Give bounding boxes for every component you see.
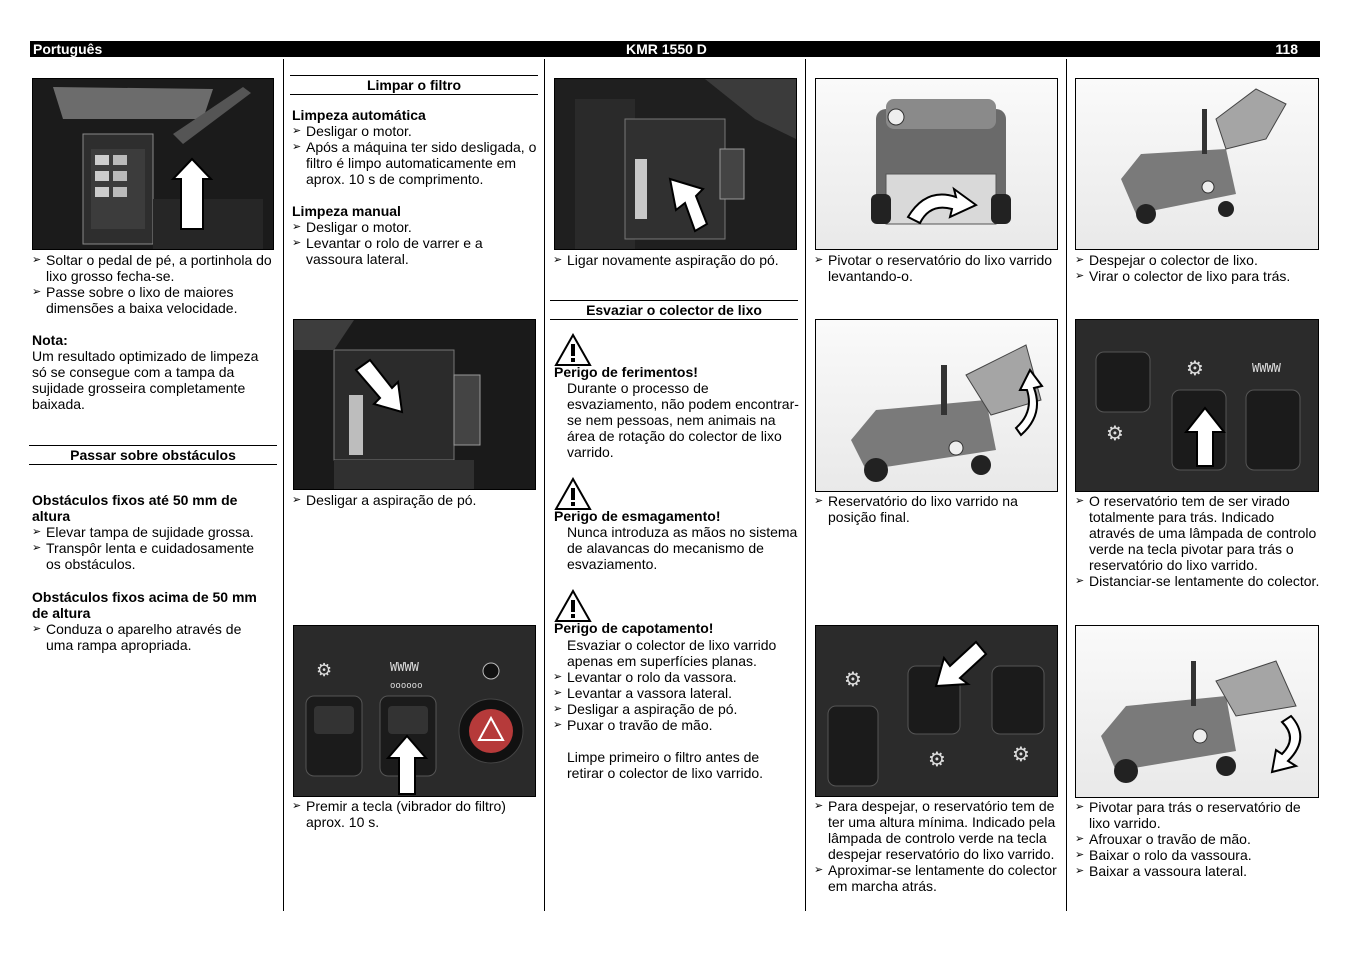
list-item: ➢ Passe sobre o lixo de maiores dimensões a baixa velocidade. [32, 284, 272, 316]
photo-pivot-back-key [1075, 319, 1319, 492]
list-item: ➢ Distanciar-se lentamente do colector. [1075, 573, 1321, 589]
instruction-list [553, 669, 799, 733]
instruction-list [1075, 252, 1321, 284]
list-item: ➢ Aproximar-se lentamente do colector em marcha atrás. [814, 862, 1060, 894]
warning-triangle-icon [554, 477, 592, 511]
list-item: ➢ Desligar a aspiração de pó. [553, 701, 799, 717]
warning-triangle-icon [554, 333, 592, 367]
list-item: ➢ Virar o colector de lixo para trás. [1075, 268, 1321, 284]
list-item: ➢ Baixar o rolo da vassoura. [1075, 847, 1321, 863]
list-item: ➢ Puxar o travão de mão. [553, 717, 799, 733]
svg-text:⚙: ⚙ [1106, 421, 1124, 445]
instruction-list [292, 798, 538, 830]
list-item: ➢ Após a máquina ter sido desligada, o filtro é limpo automaticamente em aprox. 10 s de comprimento. [292, 139, 538, 187]
list-item: ➢ Levantar o rolo de varrer e a vassoura lateral. [292, 235, 538, 267]
svg-text:⚙: ⚙ [928, 747, 946, 771]
list-item: ➢ Premir a tecla (vibrador do filtro) aprox. 10 s. [292, 798, 538, 830]
note-title: Nota: [32, 332, 68, 348]
page-number: 118 [1275, 41, 1298, 57]
photo-foot-pedal [32, 78, 274, 250]
arrow-icon [294, 626, 535, 796]
note-text: Um resultado optimizado de limpeza só se consegue com a tampa da sujidade grosseira completamente baixada. [32, 348, 259, 412]
photo-hopper-final-position [815, 319, 1058, 492]
instruction-list [814, 798, 1060, 894]
arrow-icon [33, 79, 273, 249]
svg-text:WWWW: WWWW [390, 660, 419, 674]
list-item: ➢ Baixar a vassoura lateral. [1075, 863, 1321, 879]
arrow-icon [816, 626, 1057, 796]
subsection-title: Obstáculos fixos até 50 mm de altura [32, 492, 238, 524]
photo-dust-switch-off [293, 319, 536, 490]
warning-text: Esvaziar o colector de lixo varrido apenas em superfícies planas. [567, 637, 777, 669]
language-label: Português [33, 41, 103, 57]
svg-text:⚙: ⚙ [1012, 742, 1030, 766]
svg-text:WWWW: WWWW [1252, 361, 1281, 375]
instruction-list [814, 493, 1060, 525]
instruction-list [32, 524, 272, 572]
instruction-list [1075, 493, 1321, 589]
warning-title: Perigo de capotamento! [554, 620, 714, 636]
instruction-list [32, 252, 272, 316]
warning-text: Nunca introduza as mãos no sistema de alavancas do mecanismo de esvaziamento. [567, 524, 798, 572]
arrow-icon [1076, 626, 1318, 797]
photo-hopper-dump [1075, 78, 1319, 250]
subsection-title: Obstáculos fixos acima de 50 mm de altura [32, 589, 257, 621]
list-item: ➢ Elevar tampa de sujidade grossa. [32, 524, 272, 540]
arrow-icon [555, 79, 796, 249]
column-divider [544, 59, 545, 911]
arrow-icon [816, 79, 1057, 249]
instruction-list [292, 123, 538, 187]
instruction-list [292, 219, 538, 267]
photo-hopper-pivot [815, 78, 1058, 250]
arrow-icon [294, 320, 535, 489]
svg-text:oooooo: oooooo [390, 681, 423, 691]
list-item: ➢ Transpôr lenta e cuidadosamente os obstáculos. [32, 540, 272, 572]
photo-hopper-pivot-back [1075, 625, 1319, 798]
warning-text: Durante o processo de esvaziamento, não podem encontrar-se nem pessoas, nem animais na área de rotação do colector de lixo varrido. [567, 380, 799, 460]
list-item: ➢ Afrouxar o travão de mão. [1075, 831, 1321, 847]
instruction-list [814, 252, 1060, 284]
list-item: ➢ Desligar a aspiração de pó. [292, 492, 538, 508]
svg-text:⚙: ⚙ [1186, 356, 1204, 380]
photo-empty-hopper-key [815, 625, 1058, 797]
section-title: Esvaziar o colector de lixo [550, 300, 798, 320]
warning-triangle-icon [554, 589, 592, 623]
header-bar [30, 41, 1320, 57]
model-label: KMR 1550 D [626, 41, 707, 57]
column-divider [1066, 59, 1067, 911]
section-title: Limpar o filtro [290, 75, 538, 95]
subsection-title: Limpeza manual [292, 203, 401, 219]
column-divider [805, 59, 806, 911]
svg-text:⚙: ⚙ [844, 667, 862, 691]
section-title: Passar sobre obstáculos [29, 445, 277, 465]
list-item: ➢ Levantar o rolo da vassora. [553, 669, 799, 685]
arrow-icon [1076, 320, 1318, 491]
list-item: ➢ Conduza o aparelho através de uma rampa apropriada. [32, 621, 272, 653]
photo-filter-vibrator-key [293, 625, 536, 797]
filter-note: Limpe primeiro o filtro antes de retirar o colector de lixo varrido. [567, 749, 764, 781]
list-item: ➢ Pivotar o reservatório do lixo varrido levantando-o. [814, 252, 1060, 284]
instruction-list [32, 621, 272, 653]
instruction-list [292, 492, 538, 508]
subsection-title: Limpeza automática [292, 107, 426, 123]
list-item: ➢ O reservatório tem de ser virado totalmente para trás. Indicado através de uma lâmpada de controlo verde na tecla pivotar para trás o reservatório do lixo varrido. [1075, 493, 1321, 573]
column-divider [283, 59, 284, 911]
warning-title: Perigo de ferimentos! [554, 364, 698, 380]
list-item: ➢ Ligar novamente aspiração do pó. [553, 252, 799, 268]
arrow-icon [816, 320, 1057, 491]
list-item: ➢ Reservatório do lixo varrido na posição final. [814, 493, 1060, 525]
list-item: ➢ Desligar o motor. [292, 219, 538, 235]
svg-text:⚙: ⚙ [316, 660, 333, 681]
list-item: ➢ Pivotar para trás o reservatório de lixo varrido. [1075, 799, 1321, 831]
list-item: ➢ Desligar o motor. [292, 123, 538, 139]
instruction-list [1075, 799, 1321, 879]
warning-title: Perigo de esmagamento! [554, 508, 721, 524]
list-item: ➢ Despejar o colector de lixo. [1075, 252, 1321, 268]
list-item: ➢ Para despejar, o reservatório tem de ter uma altura mínima. Indicado pela lâmpada de controlo verde na tecla despejar reservatório do lixo varrido. [814, 798, 1060, 862]
list-item: ➢ Levantar a vassora lateral. [553, 685, 799, 701]
photo-dust-switch-on [554, 78, 797, 250]
list-item: ➢ Soltar o pedal de pé, a portinhola do lixo grosso fecha-se. [32, 252, 272, 284]
instruction-list [553, 252, 799, 268]
